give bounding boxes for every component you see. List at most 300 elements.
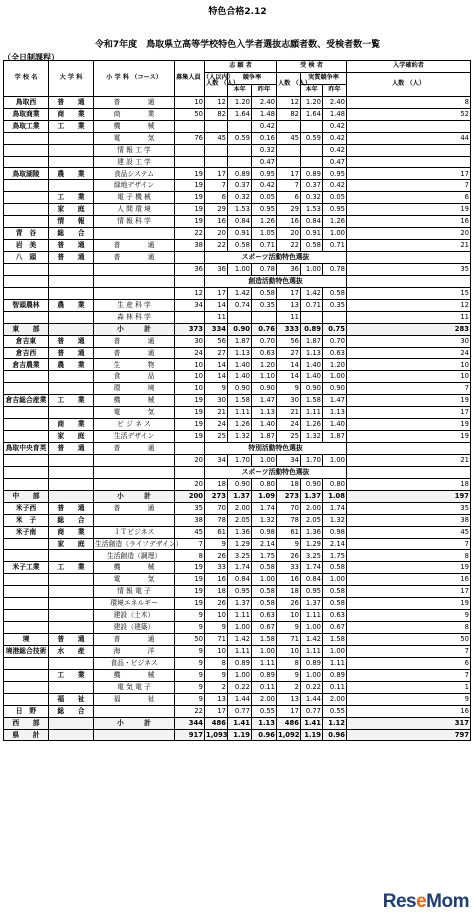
cell-capacity: 344 — [175, 717, 205, 729]
cell-exam-ratio: 0.71 — [301, 299, 323, 311]
cell-app-ratio: 1.40 — [228, 371, 252, 383]
cell-capacity: 30 — [175, 335, 205, 347]
cell-app-count: 25 — [205, 431, 228, 443]
table-row — [4, 645, 471, 657]
cell-exam-last: 1.74 — [323, 502, 347, 514]
cell-dept: 福 祉 — [49, 693, 94, 705]
cell-exam-ratio: 0.95 — [301, 586, 323, 598]
cell-app-ratio: 0.90 — [228, 323, 252, 335]
cell-course: 生 産 科 学 — [94, 299, 175, 311]
cell-app-ratio: 0.84 — [228, 574, 252, 586]
cell-school — [4, 204, 49, 216]
cell-app-count: 36 — [205, 263, 228, 275]
cell-school: 岩 美 — [4, 240, 49, 252]
cell-capacity: 9 — [175, 645, 205, 657]
cell-exam-ratio: 0.89 — [301, 323, 323, 335]
cell-dept: 家 庭 — [49, 204, 94, 216]
table-row — [4, 335, 471, 347]
cell-enrolled: 19 — [347, 562, 471, 574]
cell-exam-last: 1.26 — [323, 216, 347, 228]
table-row — [4, 168, 471, 180]
cell-app-count: 14 — [205, 371, 228, 383]
cell-dept: 情 報 — [49, 216, 94, 228]
cell-exam-last: 2.14 — [323, 538, 347, 550]
cell-enrolled — [347, 120, 471, 132]
cell-school: 米 子 — [4, 514, 49, 526]
cell-capacity: 10 — [175, 96, 205, 108]
cell-exam-ratio — [301, 144, 323, 156]
table-row — [4, 180, 471, 192]
cell-dept — [49, 598, 94, 610]
cell-app-last: 1.40 — [252, 419, 277, 431]
cell-app-last: 0.89 — [252, 669, 277, 681]
cell-exam-count: 33 — [277, 562, 301, 574]
col-app-last-year: 昨年 — [252, 84, 277, 96]
cell-app-last: 0.95 — [252, 204, 277, 216]
cell-enrolled: 8 — [347, 96, 471, 108]
cell-course: 食品・ビジネス — [94, 657, 175, 669]
cell-course: 機 械 — [94, 562, 175, 574]
cell-exam-count: 71 — [277, 634, 301, 646]
cell-dept: 農 業 — [49, 359, 94, 371]
cell-app-count: 12 — [205, 96, 228, 108]
cell-app-ratio: 1.11 — [228, 407, 252, 419]
cell-app-last: 0.58 — [252, 586, 277, 598]
cell-enrolled: 17 — [347, 407, 471, 419]
cell-school — [4, 371, 49, 383]
cell-exam-ratio: 1.36 — [301, 526, 323, 538]
cell-exam-ratio: 0.32 — [301, 192, 323, 204]
cell-app-count: 26 — [205, 550, 228, 562]
table-row — [4, 598, 471, 610]
col-exam-ratio: 実質競争率 — [301, 72, 347, 84]
cell-app-count: 34 — [205, 454, 228, 466]
cell-app-last: 0.58 — [252, 562, 277, 574]
table-row — [4, 634, 471, 646]
cell-school — [4, 610, 49, 622]
cell-school: 倉吉東 — [4, 335, 49, 347]
cell-capacity: 9 — [175, 669, 205, 681]
cell-dept: 総 合 — [49, 705, 94, 717]
cell-app-count: 6 — [205, 192, 228, 204]
cell-app-count: 14 — [205, 299, 228, 311]
cell-app-count: 33 — [205, 562, 228, 574]
table-row — [4, 263, 471, 275]
cell-app-count — [205, 156, 228, 168]
cell-dept: 普 通 — [49, 252, 94, 264]
cell-exam-last: 0.58 — [323, 562, 347, 574]
cell-app-last: 0.63 — [252, 610, 277, 622]
cell-exam-ratio: 1.70 — [301, 454, 323, 466]
cell-exam-last: 0.63 — [323, 610, 347, 622]
cell-app-ratio: 1.11 — [228, 645, 252, 657]
cell-dept — [49, 132, 94, 144]
cell-course — [94, 705, 175, 717]
cell-app-last: 1.32 — [252, 514, 277, 526]
cell-exam-ratio: 1.37 — [301, 598, 323, 610]
cell-dept — [49, 550, 94, 562]
cell-course: 小 計 — [94, 323, 175, 335]
cell-school: 境港総合技術 — [4, 645, 49, 657]
cell-course: 環 境 — [94, 383, 175, 395]
cell-exam-ratio: 0.58 — [301, 240, 323, 252]
cell-school: 鳥取西 — [4, 96, 49, 108]
cell-capacity: 19 — [175, 574, 205, 586]
cell-exam-last: 1.48 — [323, 108, 347, 120]
col-enrolled-count: 人数 （人） — [347, 72, 471, 96]
cell-exam-last: 0.96 — [323, 729, 347, 741]
cell-app-count: 30 — [205, 395, 228, 407]
cell-app-ratio: 1.74 — [228, 562, 252, 574]
cell-exam-ratio: 1.11 — [301, 610, 323, 622]
cell-school — [4, 407, 49, 419]
cell-exam-ratio: 1.11 — [301, 645, 323, 657]
table-row — [4, 287, 471, 299]
cell-exam-ratio: 1.00 — [301, 263, 323, 275]
cell-exam-ratio: 1.20 — [301, 96, 323, 108]
cell-exam-count: 9 — [277, 622, 301, 634]
cell-app-last: 1.13 — [252, 407, 277, 419]
cell-enrolled: 21 — [347, 454, 471, 466]
cell-enrolled: 19 — [347, 204, 471, 216]
cell-app-ratio: 0.59 — [228, 132, 252, 144]
cell-school: 鳥取湖陵 — [4, 168, 49, 180]
cell-exam-ratio: 0.84 — [301, 216, 323, 228]
table-row — [4, 132, 471, 144]
cell-app-last: 0.80 — [252, 478, 277, 490]
cell-course: 森 林 科 学 — [94, 311, 175, 323]
cell-exam-count: 2 — [277, 681, 301, 693]
cell-exam-last: 1.11 — [323, 657, 347, 669]
table-row — [4, 466, 471, 478]
cell-enrolled: 17 — [347, 168, 471, 180]
cell-dept — [49, 466, 94, 478]
cell-app-ratio: 0.90 — [228, 478, 252, 490]
cell-dept: 普 通 — [49, 347, 94, 359]
cell-course — [94, 228, 175, 240]
cell-app-ratio: 1.58 — [228, 395, 252, 407]
cell-exam-ratio: 1.41 — [301, 717, 323, 729]
cell-exam-last: 1.00 — [323, 371, 347, 383]
cell-app-count: 45 — [205, 132, 228, 144]
col-exam-this-year: 本年 — [301, 84, 323, 96]
cell-enrolled — [347, 443, 471, 455]
cell-app-ratio: 1.37 — [228, 490, 252, 502]
cell-app-ratio: 0.32 — [228, 192, 252, 204]
cell-enrolled: 20 — [347, 228, 471, 240]
cell-enrolled — [347, 466, 471, 478]
cell-dept — [49, 383, 94, 395]
cell-dept: 農 業 — [49, 299, 94, 311]
cell-exam-last: 0.05 — [323, 192, 347, 204]
cell-capacity: 19 — [175, 598, 205, 610]
cell-app-count: 特別活動特色選抜 — [205, 443, 347, 455]
cell-exam-last: 1.58 — [323, 634, 347, 646]
cell-capacity: 24 — [175, 347, 205, 359]
cell-course: 電 気 — [94, 407, 175, 419]
cell-exam-count: 6 — [277, 192, 301, 204]
cell-school: 倉吉西 — [4, 347, 49, 359]
cell-capacity: 19 — [175, 407, 205, 419]
cell-school: 米子南 — [4, 526, 49, 538]
cell-exam-count: 25 — [277, 431, 301, 443]
cell-capacity: 19 — [175, 216, 205, 228]
cell-app-last: 0.78 — [252, 263, 277, 275]
cell-app-count: 10 — [205, 610, 228, 622]
cell-exam-ratio: 0.77 — [301, 705, 323, 717]
cell-app-count: 20 — [205, 228, 228, 240]
cell-enrolled: 45 — [347, 526, 471, 538]
cell-app-ratio: 1.00 — [228, 263, 252, 275]
cell-course: 生活デザイン — [94, 431, 175, 443]
cell-capacity: 35 — [175, 502, 205, 514]
table-row — [4, 454, 471, 466]
cell-app-last: 1.10 — [252, 371, 277, 383]
cell-capacity: 9 — [175, 610, 205, 622]
cell-app-ratio — [228, 120, 252, 132]
cell-dept: 普 通 — [49, 443, 94, 455]
cell-app-ratio: 1.37 — [228, 598, 252, 610]
cell-app-ratio: 1.13 — [228, 347, 252, 359]
cell-school: 日 野 — [4, 705, 49, 717]
cell-capacity — [175, 120, 205, 132]
cell-app-count: 21 — [205, 407, 228, 419]
cell-enrolled: 16 — [347, 216, 471, 228]
cell-app-last: 0.05 — [252, 192, 277, 204]
table-row — [4, 108, 471, 120]
table-body — [4, 96, 471, 741]
table-row — [4, 693, 471, 705]
cell-exam-last: 1.87 — [323, 431, 347, 443]
table-row — [4, 705, 471, 717]
cell-school — [4, 287, 49, 299]
cell-school — [4, 538, 49, 550]
cell-enrolled — [347, 275, 471, 287]
cell-school — [4, 431, 49, 443]
cell-app-ratio: 1.26 — [228, 419, 252, 431]
cell-capacity: 9 — [175, 622, 205, 634]
cell-enrolled: 44 — [347, 132, 471, 144]
cell-exam-count: 18 — [277, 478, 301, 490]
cell-app-ratio: 1.70 — [228, 454, 252, 466]
cell-exam-last: 0.63 — [323, 347, 347, 359]
cell-capacity: 9 — [175, 681, 205, 693]
cell-exam-ratio: 1.40 — [301, 359, 323, 371]
cell-dept: 普 通 — [49, 96, 94, 108]
cell-capacity: 19 — [175, 180, 205, 192]
cell-school — [4, 275, 49, 287]
cell-capacity: 19 — [175, 431, 205, 443]
cell-capacity — [175, 156, 205, 168]
cell-app-count: スポーツ活動特色選抜 — [205, 466, 347, 478]
cell-school — [4, 156, 49, 168]
table-row — [4, 550, 471, 562]
cell-app-count: 29 — [205, 204, 228, 216]
cell-app-last: 0.32 — [252, 144, 277, 156]
cell-dept — [49, 657, 94, 669]
cell-app-count: 26 — [205, 598, 228, 610]
cell-app-ratio: 0.89 — [228, 168, 252, 180]
cell-app-last: 1.09 — [252, 490, 277, 502]
cell-app-count: 11 — [205, 311, 228, 323]
cell-dept — [49, 180, 94, 192]
cell-school: 八 頭 — [4, 252, 49, 264]
cell-dept — [49, 610, 94, 622]
cell-app-ratio: 1.41 — [228, 717, 252, 729]
cell-exam-last: 0.42 — [323, 180, 347, 192]
cell-enrolled: 19 — [347, 419, 471, 431]
cell-course: 電 子 機 械 — [94, 192, 175, 204]
cell-app-last: 0.76 — [252, 323, 277, 335]
cell-exam-last: 0.98 — [323, 526, 347, 538]
col-enrolled: 入学確約者 — [347, 61, 471, 73]
cell-school — [4, 192, 49, 204]
cell-exam-last: 1.00 — [323, 645, 347, 657]
cell-app-last: 0.35 — [252, 299, 277, 311]
cell-course: ビ ジ ネ ス — [94, 419, 175, 431]
cell-exam-last: 0.42 — [323, 144, 347, 156]
cell-exam-count: 18 — [277, 586, 301, 598]
cell-exam-last: 0.55 — [323, 705, 347, 717]
cell-enrolled: 24 — [347, 347, 471, 359]
cell-dept: 総 合 — [49, 228, 94, 240]
cell-app-ratio: 0.91 — [228, 228, 252, 240]
cell-enrolled: 7 — [347, 538, 471, 550]
cell-exam-last: 1.20 — [323, 359, 347, 371]
cell-enrolled: 197 — [347, 490, 471, 502]
cell-capacity — [175, 466, 205, 478]
cell-app-count — [205, 144, 228, 156]
cell-dept — [49, 407, 94, 419]
cell-app-ratio: 0.90 — [228, 383, 252, 395]
cell-exam-ratio: 0.89 — [301, 657, 323, 669]
cell-exam-ratio: 1.32 — [301, 431, 323, 443]
table-row — [4, 419, 471, 431]
cell-app-ratio: 0.84 — [228, 216, 252, 228]
cell-dept: 工 業 — [49, 669, 94, 681]
cell-app-count: 22 — [205, 240, 228, 252]
cell-exam-count: 20 — [277, 228, 301, 240]
cell-exam-count: 486 — [277, 717, 301, 729]
table-row — [4, 275, 471, 287]
cell-course: 電 気 — [94, 574, 175, 586]
table-row — [4, 407, 471, 419]
table-row — [4, 586, 471, 598]
cell-app-last: 1.00 — [252, 574, 277, 586]
cell-enrolled: 19 — [347, 395, 471, 407]
cell-app-last: 1.11 — [252, 657, 277, 669]
cell-app-count: 16 — [205, 574, 228, 586]
cell-exam-last: 0.95 — [323, 168, 347, 180]
cell-capacity: 10 — [175, 359, 205, 371]
table-row — [4, 681, 471, 693]
cell-school: 境 — [4, 634, 49, 646]
cell-enrolled: 16 — [347, 574, 471, 586]
cell-exam-last: 0.78 — [323, 263, 347, 275]
cell-exam-ratio: 1.58 — [301, 395, 323, 407]
cell-app-last: 0.98 — [252, 526, 277, 538]
cell-app-count — [205, 120, 228, 132]
cell-exam-last: 0.80 — [323, 478, 347, 490]
cell-enrolled: 19 — [347, 431, 471, 443]
cell-exam-last: 1.00 — [323, 228, 347, 240]
col-school: 学 校 名 — [4, 61, 49, 97]
cell-school — [4, 586, 49, 598]
table-row — [4, 252, 471, 264]
cell-enrolled: 21 — [347, 240, 471, 252]
cell-exam-last: 2.40 — [323, 96, 347, 108]
cell-enrolled: 19 — [347, 598, 471, 610]
cell-exam-count: 11 — [277, 311, 301, 323]
cell-exam-count: 273 — [277, 490, 301, 502]
cell-dept — [49, 454, 94, 466]
table-row — [4, 383, 471, 395]
cell-exam-ratio: 1.29 — [301, 538, 323, 550]
table-row — [4, 669, 471, 681]
cell-app-ratio: 1.53 — [228, 204, 252, 216]
cell-dept: 普 通 — [49, 240, 94, 252]
cell-dept: 工 業 — [49, 562, 94, 574]
cell-course: 情 報 科 学 — [94, 216, 175, 228]
table-row — [4, 622, 471, 634]
cell-app-ratio: 3.25 — [228, 550, 252, 562]
table-row — [4, 323, 471, 335]
table-row — [4, 657, 471, 669]
cell-enrolled: 797 — [347, 729, 471, 741]
cell-exam-last: 0.42 — [323, 132, 347, 144]
cell-capacity: 9 — [175, 657, 205, 669]
cell-app-ratio: 1.87 — [228, 335, 252, 347]
cell-dept — [49, 478, 94, 490]
cell-school — [4, 693, 49, 705]
cell-dept — [49, 717, 94, 729]
table-row — [4, 240, 471, 252]
cell-school: 青 谷 — [4, 228, 49, 240]
cell-school: 鳥取商業 — [4, 108, 49, 120]
cell-exam-ratio: 1.42 — [301, 287, 323, 299]
cell-course: 普 通 — [94, 252, 175, 264]
cell-enrolled: 52 — [347, 108, 471, 120]
cell-enrolled: 12 — [347, 299, 471, 311]
cell-exam-count: 12 — [277, 96, 301, 108]
cell-capacity: 8 — [175, 550, 205, 562]
page-title: 令和7年度 鳥取県立高等学校特色入学者選抜志願者数、受検者数一覧 — [94, 40, 381, 50]
cell-dept — [49, 311, 94, 323]
cell-exam-ratio: 1.00 — [301, 669, 323, 681]
cell-enrolled: 10 — [347, 371, 471, 383]
cell-app-count: 16 — [205, 216, 228, 228]
cell-app-count: 創造活動特色選抜 — [205, 275, 347, 287]
cell-exam-last: 0.67 — [323, 622, 347, 634]
cell-app-ratio: 1.19 — [228, 729, 252, 741]
cell-exam-count: 26 — [277, 550, 301, 562]
cell-school: 東 部 — [4, 323, 49, 335]
table-row — [4, 96, 471, 108]
cell-school — [4, 383, 49, 395]
cell-dept — [49, 681, 94, 693]
col-exam-count: 人数 （人） — [277, 72, 301, 96]
cell-enrolled: 50 — [347, 634, 471, 646]
cell-course: 普 通 — [94, 335, 175, 347]
cell-exam-ratio: 0.59 — [301, 132, 323, 144]
cell-app-last: 1.20 — [252, 359, 277, 371]
cell-school: 西 部 — [4, 717, 49, 729]
cell-app-last: 1.00 — [252, 645, 277, 657]
cell-exam-last: 0.95 — [323, 204, 347, 216]
cell-exam-ratio: 2.00 — [301, 502, 323, 514]
cell-course: 電 気 電 子 — [94, 681, 175, 693]
cell-exam-ratio: 0.37 — [301, 180, 323, 192]
